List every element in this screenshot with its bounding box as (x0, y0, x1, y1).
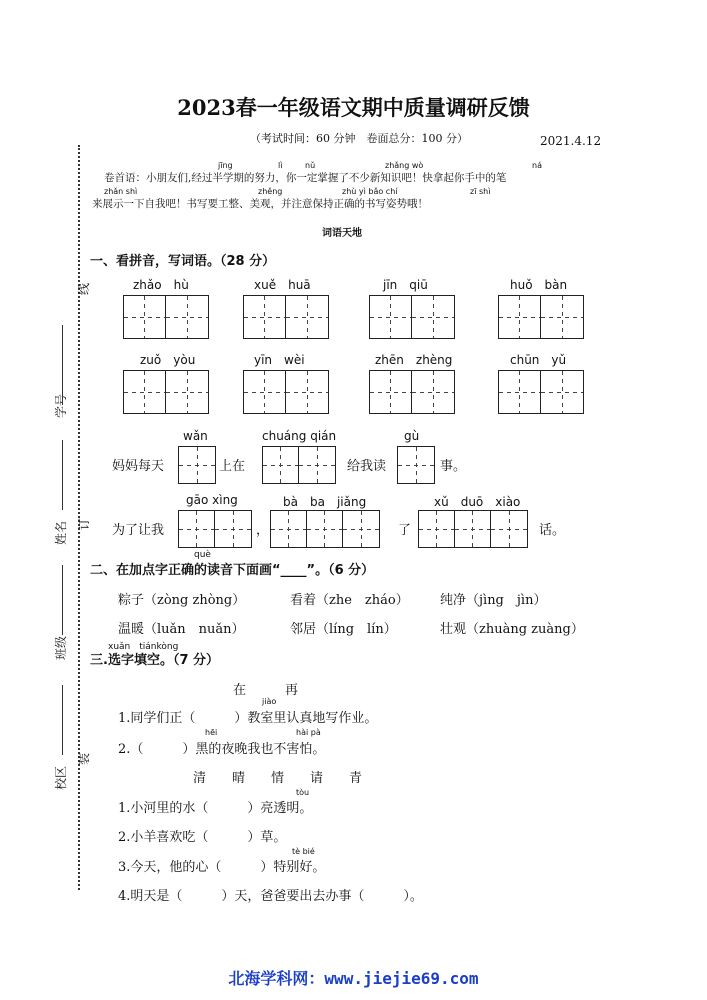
answer-grid[interactable] (178, 446, 216, 484)
q1-sentence-text: 上在 (219, 459, 246, 474)
campus-blank (62, 685, 63, 755)
answer-grid[interactable] (243, 295, 329, 339)
q2-item: 邻居（líng lín） (290, 622, 397, 637)
answer-grid[interactable] (498, 370, 584, 414)
intro-pinyin: zī shì (470, 187, 491, 196)
q2-item: 纯净（jìng jìn） (440, 593, 547, 608)
answer-grid[interactable] (270, 510, 380, 548)
intro-pinyin: lì (278, 161, 283, 170)
q1-pinyin: zuǒ yòu (140, 353, 196, 367)
intro-pinyin: zhǎng wò (385, 161, 424, 170)
sidebar-label-line: 线 (77, 282, 91, 295)
answer-grid[interactable] (123, 370, 209, 414)
q3-pinyin: tè bié (292, 847, 315, 856)
answer-grid[interactable] (418, 510, 528, 548)
sidebar-label-campus: 校区 (54, 765, 68, 790)
q1-pinyin: zhǎo hù (133, 278, 189, 292)
q1-sentence-text: ， (256, 523, 270, 538)
sidebar-label-ding: 订 (77, 517, 91, 530)
q1-sentence-text: 话。 (539, 523, 566, 538)
q1-pinyin: gāo xìng (186, 493, 238, 507)
intro-pinyin: jīng (218, 161, 233, 170)
q2-title-pinyin: què (194, 550, 211, 560)
q3-line: 1.同学们正（ ）教室里认真地写作业。 (118, 711, 378, 726)
q3-title: 三.选字填空。（7 分） (90, 653, 220, 668)
intro-pinyin: zhù yì bǎo chí (342, 187, 398, 196)
q1-sentence-text: 为了让我 (112, 523, 165, 538)
q1-title: 一、看拼音，写词语。（28 分） (90, 254, 276, 269)
sidebar-label-student-id: 学号 (54, 393, 68, 418)
q3-pinyin: tòu (296, 788, 310, 797)
intro-pinyin: nǔ (305, 161, 316, 170)
q1-sentence-text: 了 (398, 523, 412, 538)
q3-line: 2.小羊喜欢吃（ ）草。 (118, 830, 287, 845)
q1-sentence-text: 事。 (440, 459, 467, 474)
answer-grid[interactable] (369, 370, 455, 414)
q1-pinyin: jīn qiū (383, 278, 428, 292)
q3-pinyin: hēi (205, 728, 218, 737)
q1-pinyin: xuě huā (254, 278, 311, 292)
q3-pinyin: hài pà (296, 728, 321, 737)
q3-title-pinyin: xuǎn tiánkòng (108, 642, 179, 652)
q2-item: 壮观（zhuàng zuàng） (440, 622, 584, 637)
exam-date: 2021.4.12 (540, 134, 602, 148)
intro-line-2: 来展示一下自我吧！书写要工整、美观，并注意保持正确的书写姿势哦！ (92, 198, 428, 210)
q3-group-1-options: 在 再 (233, 683, 299, 698)
section-heading: 词语天地 (322, 228, 362, 239)
sidebar-label-name: 姓名 (54, 520, 68, 545)
answer-grid[interactable] (262, 446, 336, 484)
q1-pinyin: huǒ bàn (510, 278, 568, 292)
intro-pinyin: ná (532, 161, 542, 170)
q1-pinyin: xǔ duō xiào (434, 495, 521, 509)
q3-pinyin: jiào (262, 697, 277, 706)
answer-grid[interactable] (123, 295, 209, 339)
answer-grid[interactable] (397, 446, 435, 484)
q3-group-2-options: 清 晴 情 请 青 (193, 771, 363, 786)
q3-line: 4.明天是（ ）天，爸爸要出去办事（ ）。 (118, 889, 423, 904)
answer-grid[interactable] (498, 295, 584, 339)
q1-pinyin: zhēn zhèng (375, 353, 453, 367)
name-blank (62, 440, 63, 510)
q1-pinyin: wǎn (183, 429, 208, 443)
exam-info: （考试时间：60 分钟 卷面总分：100 分） (250, 132, 468, 145)
q3-line: 3.今天，他的心（ ）特别好。 (118, 860, 326, 875)
intro-line-1: 卷首语：小朋友们,经过半学期的努力，你一定掌握了不少新知识吧！快拿起你手中的笔 (104, 172, 507, 184)
q3-line: 1.小河里的水（ ）亮透明。 (118, 801, 313, 816)
q2-item: 粽子（zòng zhòng） (118, 593, 246, 608)
footer-watermark: 北海学科网：www.jiejie69.com (228, 969, 479, 988)
intro-pinyin: zhěng (258, 187, 283, 196)
page-title: 2023春一年级语文期中质量调研反馈 (177, 95, 530, 120)
q1-sentence-text: 妈妈每天 (112, 459, 165, 474)
sidebar-label-zhuang: 装 (77, 752, 91, 765)
q1-pinyin: gù (404, 429, 420, 443)
q2-item: 温暖（luǎn nuǎn） (118, 622, 245, 637)
q1-sentence-text: 给我读 (347, 459, 387, 474)
intro-pinyin: zhǎn shì (104, 187, 138, 196)
q1-pinyin: chūn yǔ (510, 353, 567, 367)
answer-grid[interactable] (369, 295, 455, 339)
q2-item: 看着（zhe zháo） (290, 593, 409, 608)
q1-pinyin: yīn wèi (254, 353, 305, 367)
q2-title: 二、在加点字正确的读音下面画“____”。（6 分） (90, 563, 375, 578)
student-id-blank (62, 325, 63, 405)
q1-pinyin: bà ba jiǎng (283, 495, 367, 509)
q3-line: 2.（ ）黑的夜晚我也不害怕。 (118, 742, 326, 757)
answer-grid[interactable] (178, 510, 252, 548)
sidebar-label-class: 班级 (54, 635, 68, 660)
q1-pinyin: chuáng qián (262, 429, 337, 443)
class-blank (62, 565, 63, 635)
answer-grid[interactable] (243, 370, 329, 414)
